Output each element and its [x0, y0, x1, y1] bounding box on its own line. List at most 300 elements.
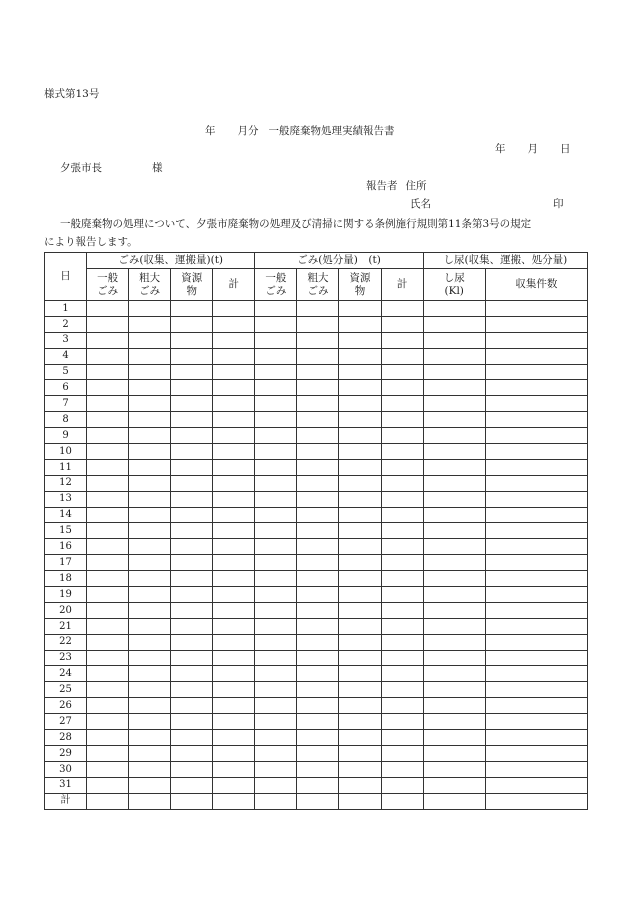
- entry-cell[interactable]: [87, 301, 129, 317]
- entry-cell[interactable]: [485, 793, 587, 809]
- entry-cell[interactable]: [423, 730, 485, 746]
- entry-cell[interactable]: [339, 571, 381, 587]
- entry-cell[interactable]: [213, 539, 255, 555]
- entry-cell[interactable]: [339, 666, 381, 682]
- entry-cell[interactable]: [129, 745, 171, 761]
- entry-cell[interactable]: [129, 587, 171, 603]
- entry-cell[interactable]: [339, 602, 381, 618]
- entry-cell[interactable]: [485, 316, 587, 332]
- entry-cell[interactable]: [485, 332, 587, 348]
- entry-cell[interactable]: [485, 745, 587, 761]
- entry-cell[interactable]: [255, 539, 297, 555]
- entry-cell[interactable]: [171, 777, 213, 793]
- entry-cell[interactable]: [423, 650, 485, 666]
- entry-cell[interactable]: [423, 539, 485, 555]
- entry-cell[interactable]: [423, 682, 485, 698]
- entry-cell[interactable]: [213, 396, 255, 412]
- entry-cell[interactable]: [381, 332, 423, 348]
- entry-cell[interactable]: [255, 396, 297, 412]
- entry-cell[interactable]: [87, 714, 129, 730]
- entry-cell[interactable]: [297, 793, 339, 809]
- entry-cell[interactable]: [255, 698, 297, 714]
- entry-cell[interactable]: [485, 650, 587, 666]
- entry-cell[interactable]: [339, 793, 381, 809]
- entry-cell[interactable]: [129, 412, 171, 428]
- entry-cell[interactable]: [381, 459, 423, 475]
- entry-cell[interactable]: [339, 523, 381, 539]
- entry-cell[interactable]: [297, 507, 339, 523]
- entry-cell[interactable]: [87, 316, 129, 332]
- entry-cell[interactable]: [339, 682, 381, 698]
- entry-cell[interactable]: [87, 555, 129, 571]
- entry-cell[interactable]: [485, 602, 587, 618]
- entry-cell[interactable]: [297, 666, 339, 682]
- entry-cell[interactable]: [339, 587, 381, 603]
- entry-cell[interactable]: [485, 571, 587, 587]
- entry-cell[interactable]: [129, 730, 171, 746]
- entry-cell[interactable]: [129, 316, 171, 332]
- entry-cell[interactable]: [297, 459, 339, 475]
- entry-cell[interactable]: [87, 475, 129, 491]
- entry-cell[interactable]: [297, 602, 339, 618]
- entry-cell[interactable]: [255, 555, 297, 571]
- entry-cell[interactable]: [87, 348, 129, 364]
- entry-cell[interactable]: [297, 539, 339, 555]
- entry-cell[interactable]: [339, 396, 381, 412]
- entry-cell[interactable]: [485, 587, 587, 603]
- entry-cell[interactable]: [381, 412, 423, 428]
- entry-cell[interactable]: [129, 571, 171, 587]
- entry-cell[interactable]: [485, 730, 587, 746]
- entry-cell[interactable]: [129, 444, 171, 460]
- entry-cell[interactable]: [381, 491, 423, 507]
- entry-cell[interactable]: [297, 761, 339, 777]
- entry-cell[interactable]: [213, 634, 255, 650]
- entry-cell[interactable]: [171, 618, 213, 634]
- entry-cell[interactable]: [255, 475, 297, 491]
- entry-cell[interactable]: [255, 587, 297, 603]
- entry-cell[interactable]: [255, 666, 297, 682]
- entry-cell[interactable]: [255, 523, 297, 539]
- entry-cell[interactable]: [87, 523, 129, 539]
- entry-cell[interactable]: [339, 555, 381, 571]
- entry-cell[interactable]: [129, 332, 171, 348]
- entry-cell[interactable]: [423, 507, 485, 523]
- entry-cell[interactable]: [255, 571, 297, 587]
- entry-cell[interactable]: [381, 316, 423, 332]
- entry-cell[interactable]: [213, 301, 255, 317]
- entry-cell[interactable]: [255, 428, 297, 444]
- entry-cell[interactable]: [423, 396, 485, 412]
- entry-cell[interactable]: [339, 634, 381, 650]
- entry-cell[interactable]: [297, 332, 339, 348]
- entry-cell[interactable]: [485, 698, 587, 714]
- entry-cell[interactable]: [171, 698, 213, 714]
- entry-cell[interactable]: [339, 364, 381, 380]
- entry-cell[interactable]: [171, 428, 213, 444]
- entry-cell[interactable]: [297, 412, 339, 428]
- entry-cell[interactable]: [381, 444, 423, 460]
- entry-cell[interactable]: [213, 618, 255, 634]
- entry-cell[interactable]: [423, 698, 485, 714]
- entry-cell[interactable]: [87, 618, 129, 634]
- entry-cell[interactable]: [129, 555, 171, 571]
- entry-cell[interactable]: [297, 316, 339, 332]
- entry-cell[interactable]: [171, 412, 213, 428]
- entry-cell[interactable]: [255, 507, 297, 523]
- entry-cell[interactable]: [171, 714, 213, 730]
- entry-cell[interactable]: [339, 428, 381, 444]
- entry-cell[interactable]: [297, 444, 339, 460]
- entry-cell[interactable]: [339, 348, 381, 364]
- entry-cell[interactable]: [423, 714, 485, 730]
- entry-cell[interactable]: [485, 682, 587, 698]
- entry-cell[interactable]: [381, 571, 423, 587]
- entry-cell[interactable]: [381, 507, 423, 523]
- entry-cell[interactable]: [213, 459, 255, 475]
- entry-cell[interactable]: [129, 380, 171, 396]
- entry-cell[interactable]: [485, 380, 587, 396]
- entry-cell[interactable]: [485, 459, 587, 475]
- entry-cell[interactable]: [339, 316, 381, 332]
- entry-cell[interactable]: [339, 698, 381, 714]
- entry-cell[interactable]: [255, 491, 297, 507]
- entry-cell[interactable]: [485, 364, 587, 380]
- entry-cell[interactable]: [381, 428, 423, 444]
- entry-cell[interactable]: [171, 555, 213, 571]
- entry-cell[interactable]: [423, 491, 485, 507]
- entry-cell[interactable]: [485, 523, 587, 539]
- entry-cell[interactable]: [297, 777, 339, 793]
- entry-cell[interactable]: [171, 475, 213, 491]
- entry-cell[interactable]: [171, 348, 213, 364]
- entry-cell[interactable]: [255, 777, 297, 793]
- entry-cell[interactable]: [381, 380, 423, 396]
- entry-cell[interactable]: [87, 364, 129, 380]
- entry-cell[interactable]: [213, 475, 255, 491]
- entry-cell[interactable]: [485, 761, 587, 777]
- entry-cell[interactable]: [129, 523, 171, 539]
- entry-cell[interactable]: [171, 761, 213, 777]
- entry-cell[interactable]: [171, 491, 213, 507]
- entry-cell[interactable]: [213, 507, 255, 523]
- entry-cell[interactable]: [381, 745, 423, 761]
- entry-cell[interactable]: [381, 539, 423, 555]
- entry-cell[interactable]: [381, 602, 423, 618]
- entry-cell[interactable]: [297, 428, 339, 444]
- entry-cell[interactable]: [485, 428, 587, 444]
- entry-cell[interactable]: [87, 380, 129, 396]
- entry-cell[interactable]: [339, 650, 381, 666]
- entry-cell[interactable]: [485, 618, 587, 634]
- entry-cell[interactable]: [485, 777, 587, 793]
- entry-cell[interactable]: [129, 602, 171, 618]
- entry-cell[interactable]: [423, 666, 485, 682]
- entry-cell[interactable]: [87, 539, 129, 555]
- entry-cell[interactable]: [87, 730, 129, 746]
- entry-cell[interactable]: [297, 698, 339, 714]
- entry-cell[interactable]: [87, 507, 129, 523]
- entry-cell[interactable]: [129, 618, 171, 634]
- entry-cell[interactable]: [129, 428, 171, 444]
- entry-cell[interactable]: [485, 491, 587, 507]
- entry-cell[interactable]: [339, 459, 381, 475]
- entry-cell[interactable]: [87, 793, 129, 809]
- entry-cell[interactable]: [213, 730, 255, 746]
- entry-cell[interactable]: [255, 459, 297, 475]
- entry-cell[interactable]: [381, 777, 423, 793]
- entry-cell[interactable]: [129, 777, 171, 793]
- entry-cell[interactable]: [339, 745, 381, 761]
- entry-cell[interactable]: [255, 348, 297, 364]
- entry-cell[interactable]: [339, 412, 381, 428]
- entry-cell[interactable]: [339, 301, 381, 317]
- entry-cell[interactable]: [171, 587, 213, 603]
- entry-cell[interactable]: [297, 745, 339, 761]
- entry-cell[interactable]: [381, 698, 423, 714]
- entry-cell[interactable]: [213, 428, 255, 444]
- entry-cell[interactable]: [381, 634, 423, 650]
- entry-cell[interactable]: [129, 714, 171, 730]
- entry-cell[interactable]: [255, 332, 297, 348]
- entry-cell[interactable]: [129, 475, 171, 491]
- entry-cell[interactable]: [381, 714, 423, 730]
- entry-cell[interactable]: [129, 491, 171, 507]
- entry-cell[interactable]: [255, 364, 297, 380]
- entry-cell[interactable]: [423, 316, 485, 332]
- entry-cell[interactable]: [255, 602, 297, 618]
- entry-cell[interactable]: [339, 777, 381, 793]
- entry-cell[interactable]: [171, 316, 213, 332]
- entry-cell[interactable]: [423, 523, 485, 539]
- entry-cell[interactable]: [423, 761, 485, 777]
- entry-cell[interactable]: [213, 332, 255, 348]
- entry-cell[interactable]: [129, 650, 171, 666]
- entry-cell[interactable]: [423, 571, 485, 587]
- entry-cell[interactable]: [381, 396, 423, 412]
- entry-cell[interactable]: [213, 682, 255, 698]
- entry-cell[interactable]: [423, 459, 485, 475]
- entry-cell[interactable]: [297, 730, 339, 746]
- entry-cell[interactable]: [129, 348, 171, 364]
- entry-cell[interactable]: [297, 491, 339, 507]
- entry-cell[interactable]: [213, 571, 255, 587]
- entry-cell[interactable]: [423, 444, 485, 460]
- entry-cell[interactable]: [381, 666, 423, 682]
- entry-cell[interactable]: [381, 301, 423, 317]
- entry-cell[interactable]: [297, 523, 339, 539]
- entry-cell[interactable]: [255, 793, 297, 809]
- entry-cell[interactable]: [87, 650, 129, 666]
- entry-cell[interactable]: [171, 332, 213, 348]
- entry-cell[interactable]: [297, 396, 339, 412]
- entry-cell[interactable]: [87, 666, 129, 682]
- entry-cell[interactable]: [171, 745, 213, 761]
- entry-cell[interactable]: [297, 650, 339, 666]
- entry-cell[interactable]: [129, 634, 171, 650]
- entry-cell[interactable]: [171, 571, 213, 587]
- entry-cell[interactable]: [381, 348, 423, 364]
- entry-cell[interactable]: [485, 301, 587, 317]
- entry-cell[interactable]: [87, 571, 129, 587]
- entry-cell[interactable]: [129, 666, 171, 682]
- entry-cell[interactable]: [485, 714, 587, 730]
- entry-cell[interactable]: [129, 682, 171, 698]
- entry-cell[interactable]: [485, 444, 587, 460]
- entry-cell[interactable]: [485, 555, 587, 571]
- entry-cell[interactable]: [297, 364, 339, 380]
- entry-cell[interactable]: [381, 618, 423, 634]
- entry-cell[interactable]: [213, 380, 255, 396]
- entry-cell[interactable]: [255, 714, 297, 730]
- entry-cell[interactable]: [297, 301, 339, 317]
- entry-cell[interactable]: [213, 602, 255, 618]
- entry-cell[interactable]: [171, 301, 213, 317]
- entry-cell[interactable]: [255, 301, 297, 317]
- entry-cell[interactable]: [255, 412, 297, 428]
- entry-cell[interactable]: [255, 618, 297, 634]
- entry-cell[interactable]: [87, 634, 129, 650]
- entry-cell[interactable]: [213, 316, 255, 332]
- entry-cell[interactable]: [213, 364, 255, 380]
- entry-cell[interactable]: [297, 587, 339, 603]
- entry-cell[interactable]: [213, 348, 255, 364]
- entry-cell[interactable]: [213, 523, 255, 539]
- entry-cell[interactable]: [339, 332, 381, 348]
- entry-cell[interactable]: [297, 714, 339, 730]
- entry-cell[interactable]: [171, 396, 213, 412]
- entry-cell[interactable]: [87, 777, 129, 793]
- entry-cell[interactable]: [339, 507, 381, 523]
- entry-cell[interactable]: [297, 348, 339, 364]
- entry-cell[interactable]: [255, 634, 297, 650]
- entry-cell[interactable]: [171, 602, 213, 618]
- entry-cell[interactable]: [129, 459, 171, 475]
- entry-cell[interactable]: [171, 523, 213, 539]
- entry-cell[interactable]: [255, 745, 297, 761]
- entry-cell[interactable]: [423, 348, 485, 364]
- entry-cell[interactable]: [255, 761, 297, 777]
- entry-cell[interactable]: [213, 666, 255, 682]
- entry-cell[interactable]: [171, 793, 213, 809]
- entry-cell[interactable]: [213, 491, 255, 507]
- entry-cell[interactable]: [255, 380, 297, 396]
- entry-cell[interactable]: [297, 682, 339, 698]
- entry-cell[interactable]: [129, 793, 171, 809]
- entry-cell[interactable]: [423, 634, 485, 650]
- entry-cell[interactable]: [423, 428, 485, 444]
- entry-cell[interactable]: [381, 523, 423, 539]
- entry-cell[interactable]: [213, 555, 255, 571]
- entry-cell[interactable]: [213, 745, 255, 761]
- entry-cell[interactable]: [255, 444, 297, 460]
- entry-cell[interactable]: [255, 682, 297, 698]
- entry-cell[interactable]: [485, 666, 587, 682]
- entry-cell[interactable]: [339, 491, 381, 507]
- entry-cell[interactable]: [213, 698, 255, 714]
- entry-cell[interactable]: [87, 602, 129, 618]
- entry-cell[interactable]: [339, 475, 381, 491]
- entry-cell[interactable]: [381, 555, 423, 571]
- entry-cell[interactable]: [381, 587, 423, 603]
- entry-cell[interactable]: [213, 412, 255, 428]
- entry-cell[interactable]: [485, 634, 587, 650]
- entry-cell[interactable]: [255, 650, 297, 666]
- entry-cell[interactable]: [171, 682, 213, 698]
- entry-cell[interactable]: [129, 507, 171, 523]
- entry-cell[interactable]: [171, 444, 213, 460]
- entry-cell[interactable]: [129, 698, 171, 714]
- entry-cell[interactable]: [213, 444, 255, 460]
- entry-cell[interactable]: [171, 539, 213, 555]
- entry-cell[interactable]: [381, 682, 423, 698]
- entry-cell[interactable]: [213, 793, 255, 809]
- entry-cell[interactable]: [87, 412, 129, 428]
- entry-cell[interactable]: [339, 444, 381, 460]
- entry-cell[interactable]: [213, 587, 255, 603]
- entry-cell[interactable]: [423, 380, 485, 396]
- entry-cell[interactable]: [381, 475, 423, 491]
- entry-cell[interactable]: [87, 444, 129, 460]
- entry-cell[interactable]: [297, 571, 339, 587]
- entry-cell[interactable]: [87, 745, 129, 761]
- entry-cell[interactable]: [423, 777, 485, 793]
- entry-cell[interactable]: [297, 555, 339, 571]
- entry-cell[interactable]: [423, 412, 485, 428]
- entry-cell[interactable]: [339, 730, 381, 746]
- entry-cell[interactable]: [485, 396, 587, 412]
- entry-cell[interactable]: [297, 380, 339, 396]
- entry-cell[interactable]: [423, 618, 485, 634]
- entry-cell[interactable]: [423, 332, 485, 348]
- entry-cell[interactable]: [171, 650, 213, 666]
- entry-cell[interactable]: [87, 698, 129, 714]
- entry-cell[interactable]: [171, 364, 213, 380]
- entry-cell[interactable]: [87, 491, 129, 507]
- entry-cell[interactable]: [129, 761, 171, 777]
- entry-cell[interactable]: [423, 602, 485, 618]
- entry-cell[interactable]: [171, 730, 213, 746]
- entry-cell[interactable]: [423, 364, 485, 380]
- entry-cell[interactable]: [485, 475, 587, 491]
- entry-cell[interactable]: [297, 634, 339, 650]
- entry-cell[interactable]: [87, 682, 129, 698]
- entry-cell[interactable]: [423, 555, 485, 571]
- entry-cell[interactable]: [297, 618, 339, 634]
- entry-cell[interactable]: [485, 507, 587, 523]
- entry-cell[interactable]: [423, 793, 485, 809]
- entry-cell[interactable]: [485, 348, 587, 364]
- entry-cell[interactable]: [381, 650, 423, 666]
- entry-cell[interactable]: [381, 761, 423, 777]
- entry-cell[interactable]: [87, 428, 129, 444]
- entry-cell[interactable]: [171, 666, 213, 682]
- entry-cell[interactable]: [87, 459, 129, 475]
- entry-cell[interactable]: [129, 364, 171, 380]
- entry-cell[interactable]: [485, 539, 587, 555]
- entry-cell[interactable]: [87, 761, 129, 777]
- entry-cell[interactable]: [339, 714, 381, 730]
- entry-cell[interactable]: [381, 730, 423, 746]
- entry-cell[interactable]: [423, 745, 485, 761]
- entry-cell[interactable]: [297, 475, 339, 491]
- entry-cell[interactable]: [129, 396, 171, 412]
- entry-cell[interactable]: [171, 507, 213, 523]
- entry-cell[interactable]: [87, 587, 129, 603]
- entry-cell[interactable]: [87, 396, 129, 412]
- entry-cell[interactable]: [423, 587, 485, 603]
- entry-cell[interactable]: [339, 761, 381, 777]
